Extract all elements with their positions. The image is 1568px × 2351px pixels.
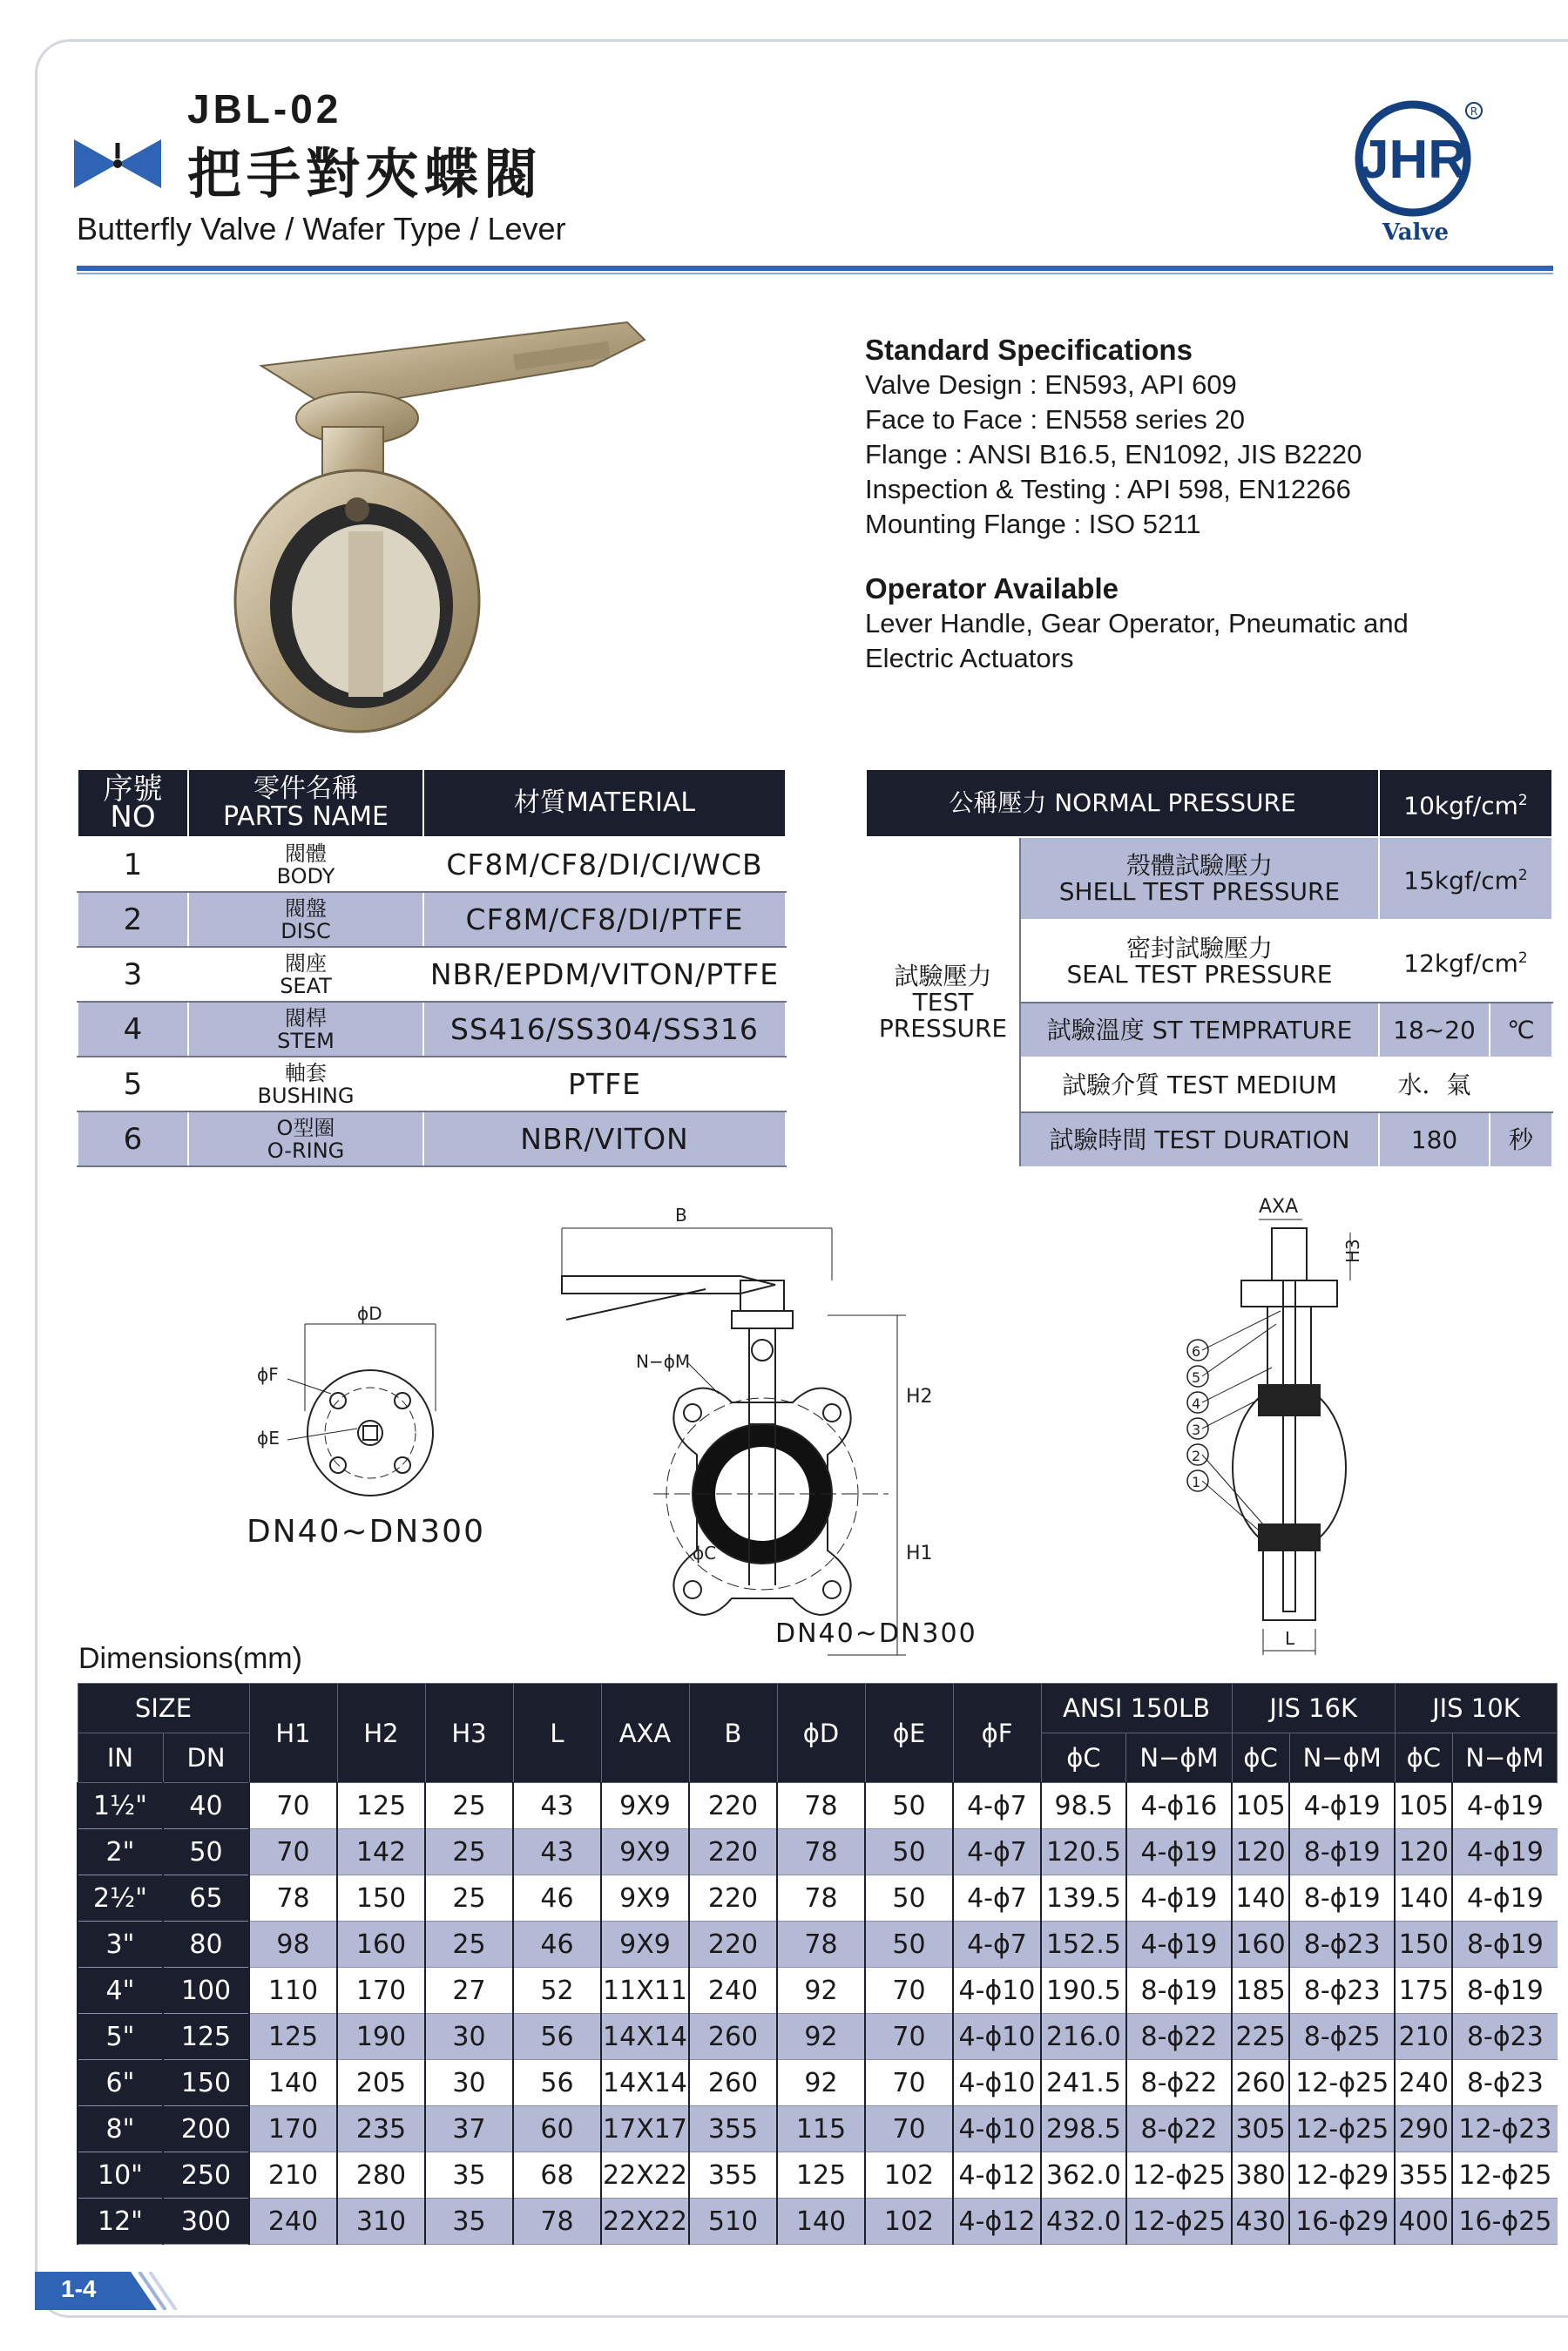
parts-row: 3 閥座 SEAT NBR/EPDM/VITON/PTFE [78, 947, 786, 1002]
label-phi-d: ϕD [357, 1303, 382, 1324]
test-duration-value: 180 [1379, 1112, 1490, 1167]
label-b: B [675, 1205, 687, 1226]
callout-1: 1 [1192, 1474, 1201, 1490]
test-temperature-label: 試驗溫度 ST TEMPRATURE [1020, 1003, 1379, 1057]
dimension-row: 2" 50 70 142 25 43 9X9 220 78 50 4-ϕ7 120.5 4-ϕ19 120 8-ϕ19 120 4-ϕ19 [78, 1829, 1558, 1875]
operator-heading: Operator Available [865, 572, 1119, 605]
label-h1: H1 [906, 1543, 933, 1564]
page-number: 1-4 [61, 2275, 97, 2302]
label-axa: AXA [1259, 1196, 1299, 1218]
pressure-table [865, 768, 1553, 1168]
dimension-row: 2½" 65 78 150 25 46 9X9 220 78 50 4-ϕ7 139.5 4-ϕ19 140 8-ϕ19 140 4-ϕ19 [78, 1875, 1558, 1922]
label-phi-c: ϕC [693, 1543, 717, 1564]
dimensions-title: Dimensions(mm) [78, 1642, 302, 1675]
label-n-phi-m: N−ϕM [636, 1351, 691, 1372]
test-temperature-unit: ℃ [1490, 1003, 1552, 1057]
test-medium-value: 水．氣 [1379, 1057, 1490, 1112]
jhr-logo-mark: JHR [1358, 130, 1468, 190]
callout-2: 2 [1192, 1448, 1201, 1464]
test-duration-unit: 秒 [1490, 1112, 1552, 1167]
valve-photo [226, 314, 662, 749]
callout-6: 6 [1192, 1343, 1201, 1360]
flange-range-label: DN40~DN300 [247, 1514, 485, 1550]
svg-text:R: R [1470, 105, 1478, 118]
product-title-cn: 把手對夾蝶閥 [187, 142, 544, 206]
page-tab [35, 2272, 192, 2310]
body-range-label: DN40~DN300 [775, 1618, 977, 1649]
parts-table [77, 768, 787, 1167]
dimensions-table: SIZE H1 H2 H3 L AXA B ϕD ϕE ϕF ANSI 150LB JIS 16K JIS 10K IN DN ϕC N−ϕM ϕC N−ϕM ϕC N−ϕM 1½" 40 70 125 25 43 9X9 220 78 50 4-ϕ7 98.5 4-ϕ16 105 4-ϕ19 105 4-ϕ19 2" 50 70 142 25 43 9X9 220 78 50 4-ϕ7 120.5 4-ϕ19 120 8-ϕ19 120 4-ϕ19 2½" 65 78 150 25 46 9X9 220 78 50 4-ϕ7 139.5 4-ϕ19 140 8-ϕ19 140 4-ϕ19 3" 80 98 160 25 46 9X9 220 78 50 4-ϕ7 152.5 4-ϕ19 160 8-ϕ23 150 8-ϕ19 4" 100 110 170 27 52 11X11 240 92 70 4-ϕ10 190.5 8-ϕ19 185 8-ϕ23 175 8-ϕ19 5" 125 125 190 30 56 14X14 260 92 70 4-ϕ10 216.0 8-ϕ22 225 8-ϕ25 210 8-ϕ23 6" 150 140 205 30 56 14X14 260 92 70 4-ϕ10 241.5 8-ϕ22 260 12-ϕ25 240 8-ϕ23 8" 200 170 235 37 60 17X17 355 115 70 4-ϕ10 298.5 8-ϕ22 305 12-ϕ25 290 12-ϕ23 10" 250 210 280 35 68 22X22 355 125 102 4-ϕ12 362.0 12-ϕ25 380 12-ϕ29 355 12-ϕ25 12" 300 240 310 35 78 22X22 510 140 102 4-ϕ12 432.0 12-ϕ25 430 16-ϕ29 400 16-ϕ25 [77, 1683, 1558, 2245]
test-temperature-value: 18~20 [1379, 1003, 1490, 1057]
normal-pressure-value: $10kgf/cm^2$ [1379, 769, 1552, 837]
label-h3: H3 [1342, 1239, 1363, 1263]
dimension-row: 8" 200 170 235 37 60 17X17 355 115 70 4-ϕ10 298.5 8-ϕ22 305 12-ϕ25 290 12-ϕ23 [78, 2106, 1558, 2152]
specs-heading: Standard Specifications [865, 334, 1193, 366]
product-subtitle: Butterfly Valve / Wafer Type / Lever [77, 211, 566, 247]
test-duration-label: 試驗時間 TEST DURATION [1020, 1112, 1379, 1167]
parts-row: 5 軸套 BUSHING PTFE [78, 1057, 786, 1111]
dimension-row: 1½" 40 70 125 25 43 9X9 220 78 50 4-ϕ7 98.5 4-ϕ16 105 4-ϕ19 105 4-ϕ19 [78, 1783, 1558, 1829]
label-phi-f: ϕF [257, 1364, 279, 1385]
dimension-row: 12" 300 240 310 35 78 22X22 510 140 102 4-ϕ12 432.0 12-ϕ25 430 16-ϕ29 400 16-ϕ25 [78, 2199, 1558, 2245]
spec-line: Mounting Flange : ISO 5211 [865, 509, 1201, 539]
dimension-row: 4" 100 110 170 27 52 11X11 240 92 70 4-ϕ10 190.5 8-ϕ19 185 8-ϕ23 175 8-ϕ19 [78, 1968, 1558, 2014]
label-phi-e: ϕE [257, 1428, 280, 1449]
seal-test-label: 密封試驗壓力 SEAL TEST PRESSURE [1020, 920, 1379, 1003]
normal-pressure-label: 公稱壓力 NORMAL PRESSURE [866, 769, 1379, 837]
callout-4: 4 [1192, 1395, 1201, 1412]
parts-row: 1 閥體 BODY CF8M/CF8/DI/CI/WCB [78, 837, 786, 892]
callout-3: 3 [1192, 1422, 1201, 1438]
test-medium-label: 試驗介質 TEST MEDIUM [1020, 1057, 1379, 1112]
parts-header-no: 序號 NO [78, 769, 188, 837]
shell-test-label: 殼體試驗壓力 SHELL TEST PRESSURE [1020, 837, 1379, 920]
spec-line: Valve Design : EN593, API 609 [865, 369, 1237, 400]
header-rule-thin [77, 273, 1553, 274]
brand-label: Valve [1382, 220, 1450, 246]
butterfly-valve-icon [74, 139, 161, 188]
model-number: JBL-02 [187, 86, 342, 132]
operator-line: Electric Actuators [865, 643, 1074, 673]
spec-line: Face to Face : EN558 series 20 [865, 404, 1245, 435]
shell-test-value: $15kgf/cm^2$ [1379, 837, 1552, 920]
parts-header-name: 零件名稱 PARTS NAME [188, 769, 423, 837]
parts-header-material: 材質MATERIAL [423, 769, 786, 837]
label-l: L [1285, 1628, 1295, 1649]
header-rule [77, 266, 1553, 271]
dimension-row: 10" 250 210 280 35 68 22X22 355 125 102 4-ϕ12 362.0 12-ϕ25 380 12-ϕ29 355 12-ϕ25 [78, 2152, 1558, 2199]
parts-row: 2 閥盤 DISC CF8M/CF8/DI/PTFE [78, 892, 786, 947]
dimension-row: 3" 80 98 160 25 46 9X9 220 78 50 4-ϕ7 152.5 4-ϕ19 160 8-ϕ23 150 8-ϕ19 [78, 1922, 1558, 1968]
label-h2: H2 [906, 1386, 933, 1408]
operator-line: Lever Handle, Gear Operator, Pneumatic and [865, 608, 1409, 638]
seal-test-value: $12kgf/cm^2$ [1379, 920, 1552, 1003]
callout-5: 5 [1192, 1369, 1201, 1386]
parts-row: 6 O型圈 O-RING NBR/VITON [78, 1111, 786, 1166]
valve-section-drawing [1187, 1219, 1350, 1655]
standard-specifications [865, 333, 1409, 676]
dimension-row: 6" 150 140 205 30 56 14X14 260 92 70 4-ϕ10 241.5 8-ϕ22 260 12-ϕ25 240 8-ϕ23 [78, 2060, 1558, 2106]
test-pressure-label: 試驗壓力 TEST PRESSURE [866, 837, 1020, 1167]
parts-row: 4 閥桿 STEM SS416/SS304/SS316 [78, 1002, 786, 1057]
technical-drawings [218, 1193, 1455, 1664]
spec-line: Inspection & Testing : API 598, EN12266 [865, 474, 1351, 504]
dimension-row: 5" 125 125 190 30 56 14X14 260 92 70 4-ϕ10 216.0 8-ϕ22 225 8-ϕ25 210 8-ϕ23 [78, 2014, 1558, 2060]
spec-line: Flange : ANSI B16.5, EN1092, JIS B2220 [865, 439, 1362, 470]
flange-drawing [287, 1324, 436, 1496]
valve-front-drawing [562, 1228, 906, 1655]
